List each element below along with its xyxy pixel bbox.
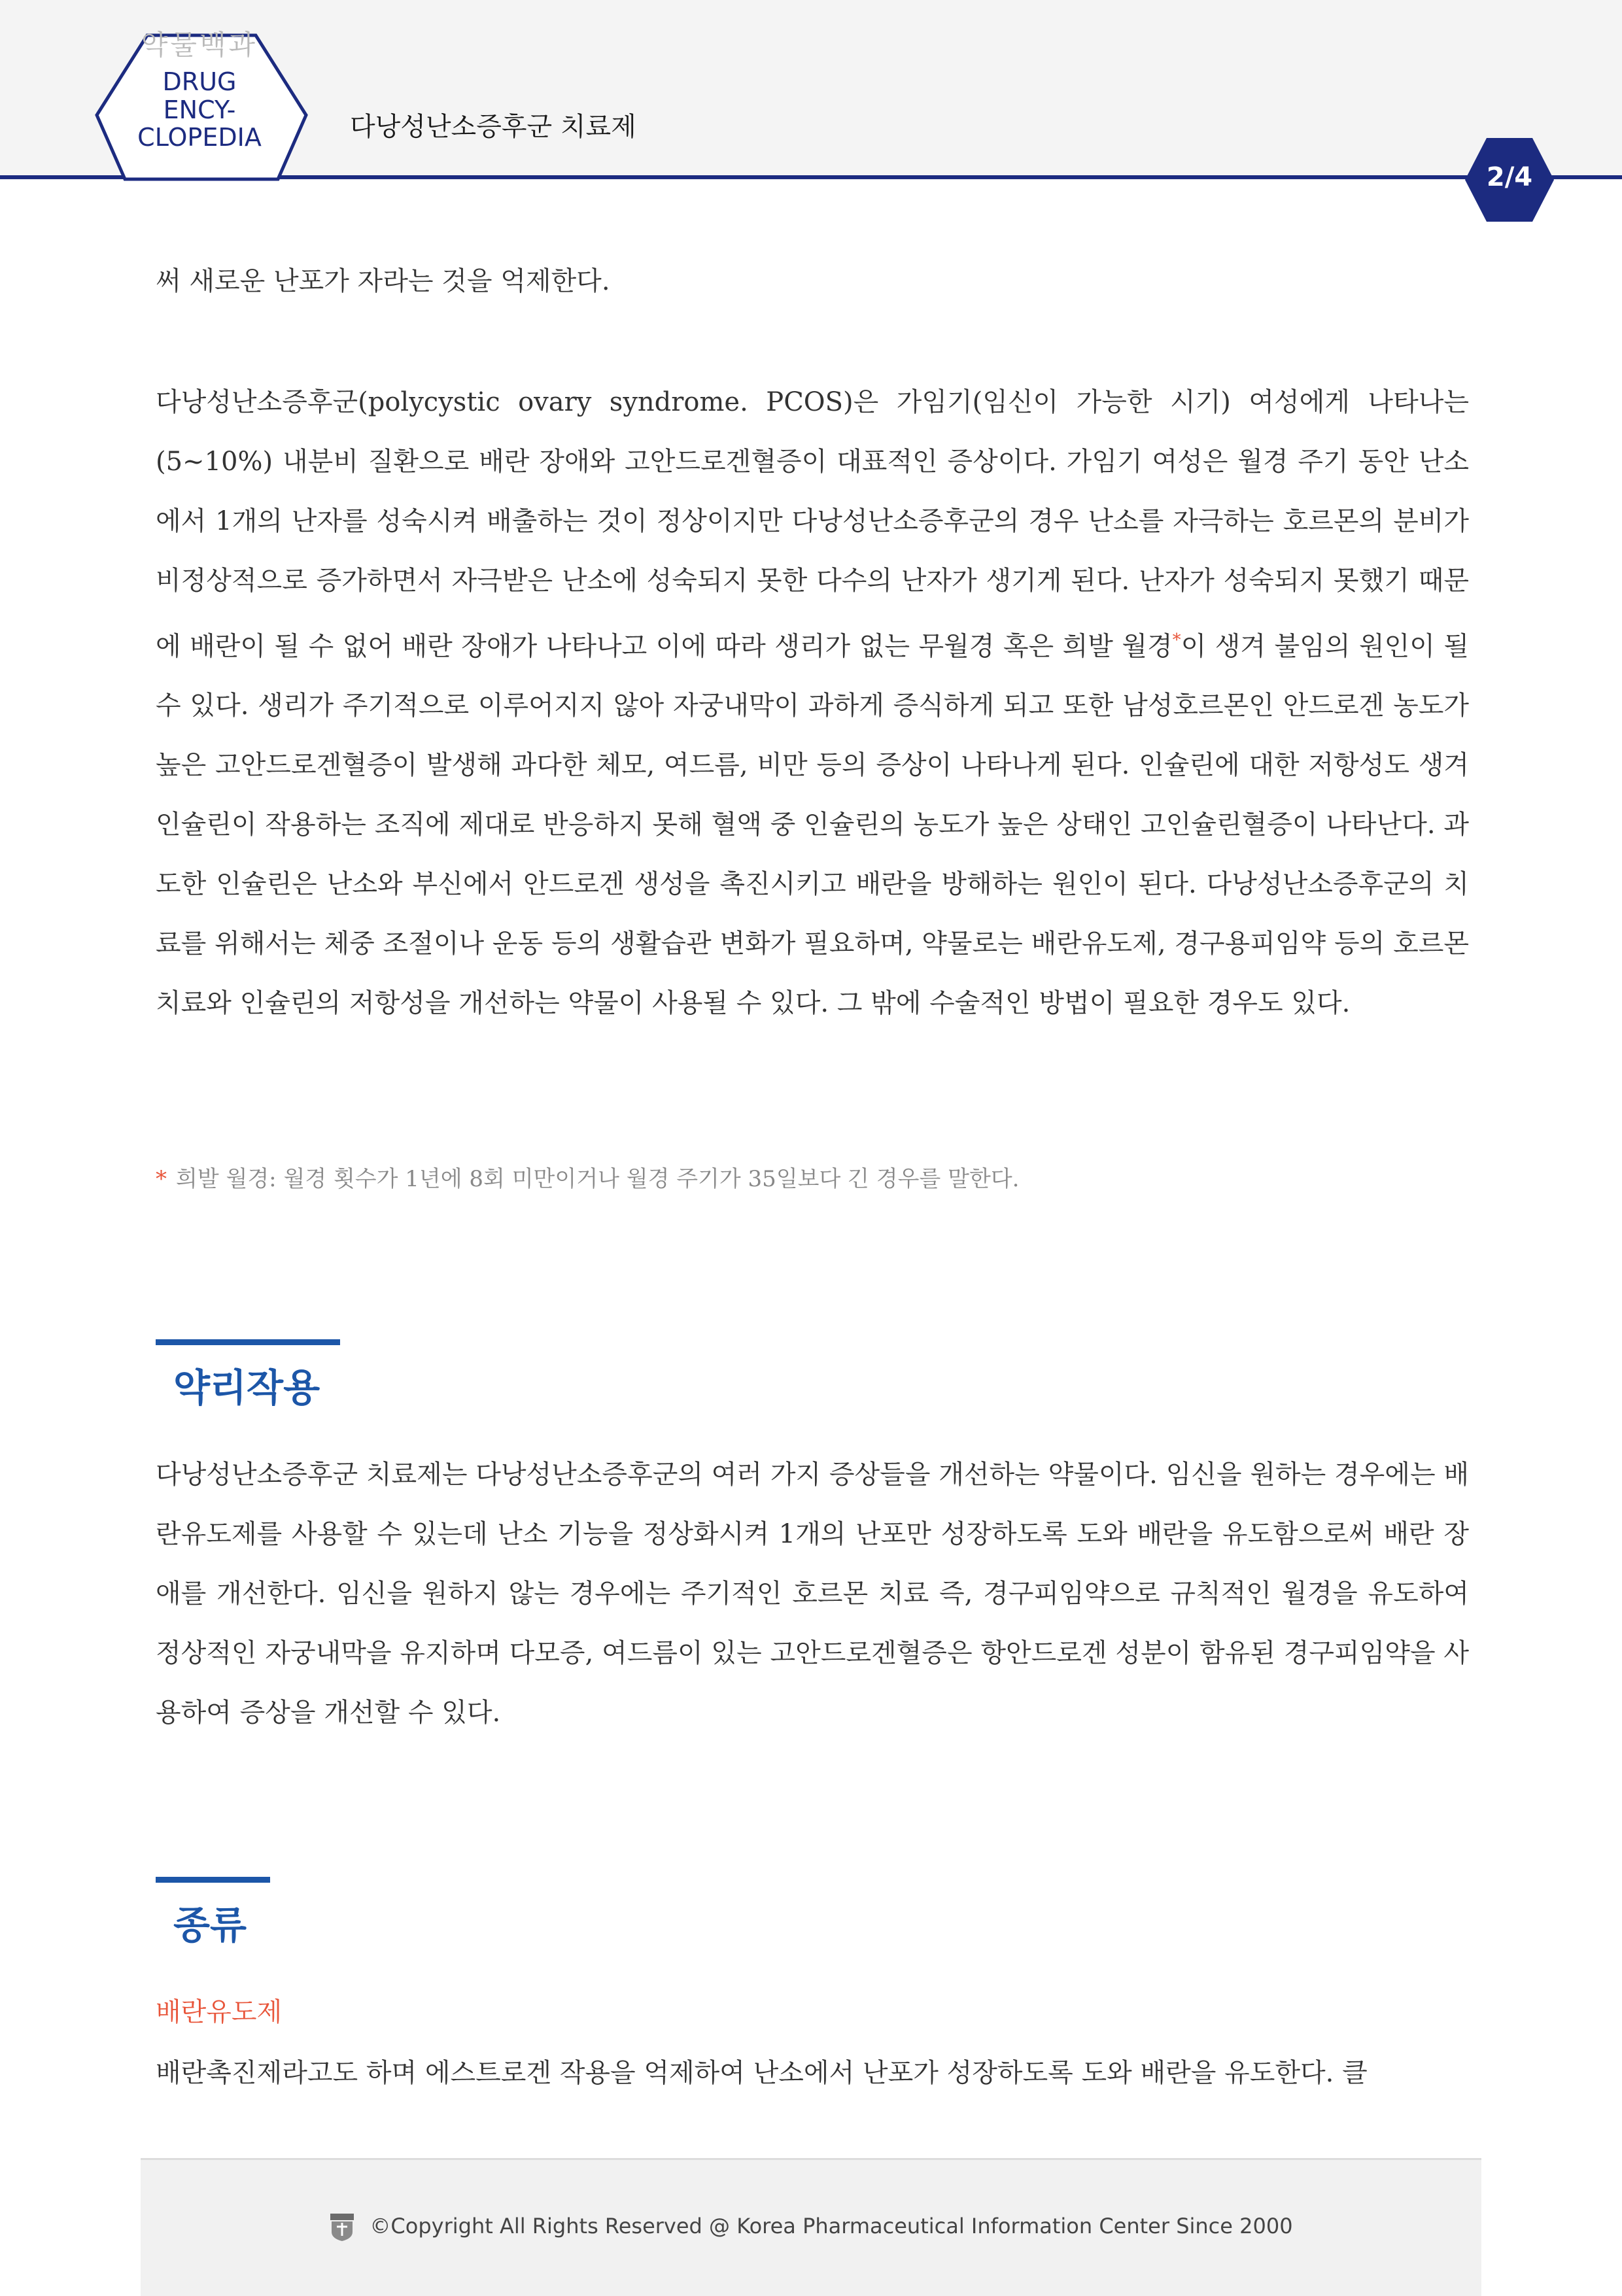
subsection-ovulation-inducer-text: 배란촉진제라고도 하며 에스트로겐 작용을 억제하여 난소에서 난포가 성장하도록 도와 배란을 유도한다. 클 bbox=[156, 2058, 1368, 2088]
paragraph-continued: 써 새로운 난포가 자라는 것을 억제한다. bbox=[156, 266, 610, 296]
footer-copyright-line bbox=[141, 2212, 1481, 2242]
section-pharmacology-bar bbox=[156, 1339, 340, 1345]
footer bbox=[141, 2158, 1481, 2296]
footnote bbox=[156, 1161, 1469, 1193]
logo-english-line1: DRUG ENCY- bbox=[162, 67, 237, 124]
logo bbox=[124, 26, 275, 152]
footnote-text: 희발 월경: 월경 횟수가 1년에 8회 미만이거나 월경 주기가 35일보다 긴 경우를 말한다. bbox=[176, 1166, 1020, 1192]
section-types-title: 종류 bbox=[173, 1903, 247, 1947]
section-pharmacology-title: 약리작용 bbox=[173, 1365, 320, 1410]
section-pharmacology-text: 다낭성난소증후군 치료제는 다낭성난소증후군의 여러 가지 증상들을 개선하는 약물이다. 임신을 원하는 경우에는 배란유도제를 사용할 수 있는데 난소 기능을 정상화시켜 1개의 난포만 성장하도록 도와 배란을 유도함으로써 배란 장애를 개선한다. 임신을 원하지 않는 경우에는 주기적인 호르몬 치료 즉, 경구피임약으로 규칙적인 월경을 유도하여 정상적인 자궁내막을 유지하며 다모증, 여드름이 있는 고안드로겐혈증은 항안드로겐 성분이 함유된 경구피임약을 사용하여 증상을 개선할 수 있다. bbox=[156, 1460, 1469, 1728]
logo-korean: 약물백과 bbox=[141, 29, 258, 61]
paragraph-pcos bbox=[156, 373, 1469, 1033]
paragraph-pcos-part1: 다낭성난소증후군(polycystic ovary syndrome. PCOS)은 가임기(임신이 가능한 시기) 여성에게 나타나는 (5~10%) 내분비 질환으로 배란 장애와 고안드로겐혈증이 대표적인 증상이다. 가임기 여성은 월경 주기 동안 난소에서 1개의 난자를 성숙시켜 배출하는 것이 정상이지만 다낭성난소증후군의 경우 난소를 자극하는 호르몬의 분비가 비정상적으로 증가하면서 자극받은 난소에 성숙되지 못한 다수의 난자가 생기게 된다. 난자가 성숙되지 못했기 때문에 배란이 될 수 없어 배란 장애가 나타나고 이에 따라 생리가 없는 무월경 혹은 희발 월경 bbox=[156, 387, 1469, 662]
document-title: 다낭성난소증후군 치료제 bbox=[350, 112, 636, 142]
page-number: 2/4 bbox=[1486, 162, 1533, 192]
footer-copyright: ©Copyright All Rights Reserved @ Korea Pharmaceutical Information Center Since 2000 bbox=[370, 2214, 1293, 2238]
section-types-bar bbox=[156, 1877, 270, 1883]
paragraph-pcos-part2: 이 생겨 불임의 원인이 될 수 있다. 생리가 주기적으로 이루어지지 않아 자궁내막이 과하게 증식하게 되고 또한 남성호르몬인 안드로겐 농도가 높은 고안드로겐혈증이 발생해 과다한 체모, 여드름, 비만 등의 증상이 나타나게 된다. 인슐린에 대한 저항성도 생겨 인슐린이 작용하는 조직에 제대로 반응하지 못해 혈액 중 인슐린의 농도가 높은 상태인 고인슐린혈증이 나타난다. 과도한 인슐린은 난소와 부신에서 안드로겐 생성을 촉진시키고 배란을 방해하는 원인이 된다. 다낭성난소증후군의 치료를 위해서는 체중 조절이나 운동 등의 생활습관 변화가 필요하며, 약물로는 배란유도제, 경구용피임약 등의 호르몬치료와 인슐린의 저항성을 개선하는 약물이 사용될 수 있다. 그 밖에 수술적인 방법이 필요한 경우도 있다. bbox=[156, 631, 1469, 1019]
subsection-ovulation-inducer-title: 배란유도제 bbox=[156, 1997, 283, 2027]
footnote-star: * bbox=[156, 1166, 167, 1192]
org-emblem-icon bbox=[329, 2212, 355, 2242]
logo-english bbox=[124, 68, 275, 152]
footnote-marker: * bbox=[1172, 630, 1181, 650]
logo-english-line2: CLOPEDIA bbox=[137, 123, 262, 152]
